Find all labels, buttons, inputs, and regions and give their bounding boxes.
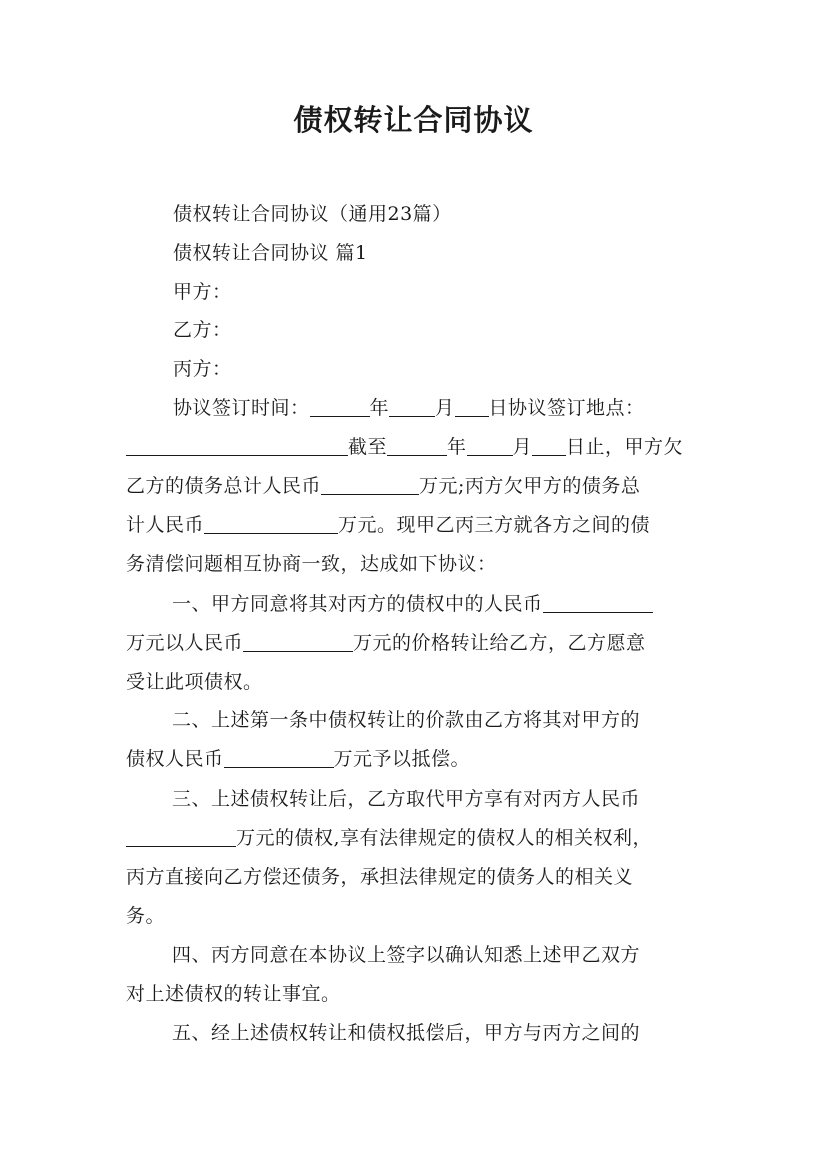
- day-blank: [455, 397, 489, 417]
- party-c-label: 丙方：: [173, 358, 232, 380]
- clause-1-line-3: 受让此项债权。: [126, 671, 263, 693]
- clause-2-text-2a: 债权人民币: [126, 748, 224, 770]
- clause-2-blank: [224, 748, 334, 768]
- clause-3-line-1: 三、上述债权转让后，乙方取代甲方享有对丙方人民币: [172, 788, 641, 810]
- document-title: 债权转让合同协议: [293, 103, 534, 137]
- debt-line-2-tail: 万元。现甲乙丙三方就各方之间的债: [338, 514, 651, 536]
- debt-line-1: [126, 471, 640, 498]
- debt-line-2-text: 计人民币: [126, 514, 205, 536]
- month-label: 月: [435, 397, 455, 419]
- subtitle: 债权转让合同协议（通用23篇）: [173, 203, 452, 225]
- sign-time-label: 协议签订时间：: [173, 397, 310, 419]
- until-month-blank: [467, 436, 513, 456]
- month-blank: [389, 397, 435, 417]
- party-b-label: 乙方：: [173, 319, 232, 341]
- sign-place-label: 日协议签订地点：: [488, 397, 645, 419]
- until-line: [126, 432, 683, 459]
- clause-5-line-1: 五、经上述债权转让和债权抵偿后，甲方与丙方之间的: [172, 1022, 641, 1044]
- clause-2-line-2: [126, 744, 470, 771]
- debt-amount-blank-1: [321, 475, 419, 495]
- place-blank: [126, 436, 348, 456]
- debt-line-1-text: 乙方的债务总计人民币: [126, 475, 322, 497]
- until-year-label: 年: [447, 436, 467, 458]
- clause-3-line-4: 务。: [126, 905, 166, 927]
- debt-line-2: [126, 510, 650, 537]
- clause-1-text-2a: 万元以人民币: [126, 632, 244, 654]
- year-label: 年: [369, 397, 390, 419]
- clause-4-line-2: 对上述债权的转让事宜。: [126, 983, 341, 1005]
- until-month-label: 月: [512, 436, 533, 458]
- clause-4-line-1: 四、丙方同意在本协议上签字以确认知悉上述甲乙双方: [172, 944, 641, 966]
- debt-amount-blank-2: [204, 514, 338, 534]
- clause-3-blank: [126, 827, 236, 847]
- section-heading: 债权转让合同协议 篇1: [173, 242, 368, 264]
- clause-1-line-1: [172, 589, 653, 616]
- clause-2-text-2b: 万元予以抵偿。: [333, 748, 471, 770]
- until-day-label: 日止，甲方欠: [566, 436, 684, 458]
- clause-1-line-2: [126, 628, 646, 655]
- debt-line-3: 务清偿问题相互协商一致，达成如下协议：: [126, 553, 497, 575]
- until-year-blank: [387, 436, 447, 456]
- until-label: 截至: [348, 436, 388, 458]
- party-a-label: 甲方：: [173, 281, 232, 303]
- clause-1-blank-1: [543, 593, 653, 613]
- clause-3-text-2: 万元的债权,享有法律规定的债权人的相关权利，: [236, 827, 653, 849]
- clause-3-line-2: [126, 823, 652, 850]
- clause-3-line-3: 丙方直接向乙方偿还债务，承担法律规定的债务人的相关义: [126, 866, 634, 888]
- year-blank: [310, 397, 370, 417]
- clause-1-text-2b: 万元的价格转让给乙方，乙方愿意: [353, 632, 646, 654]
- clause-2-line-1: 二、上述第一条中债权转让的价款由乙方将其对甲方的: [172, 709, 641, 731]
- sign-time-line: [173, 393, 645, 420]
- until-day-blank: [532, 436, 566, 456]
- clause-1-text-1: 一、甲方同意将其对丙方的债权中的人民币: [172, 593, 543, 615]
- debt-line-1-tail: 万元;丙方欠甲方的债务总: [419, 475, 641, 497]
- clause-1-blank-2: [243, 632, 353, 652]
